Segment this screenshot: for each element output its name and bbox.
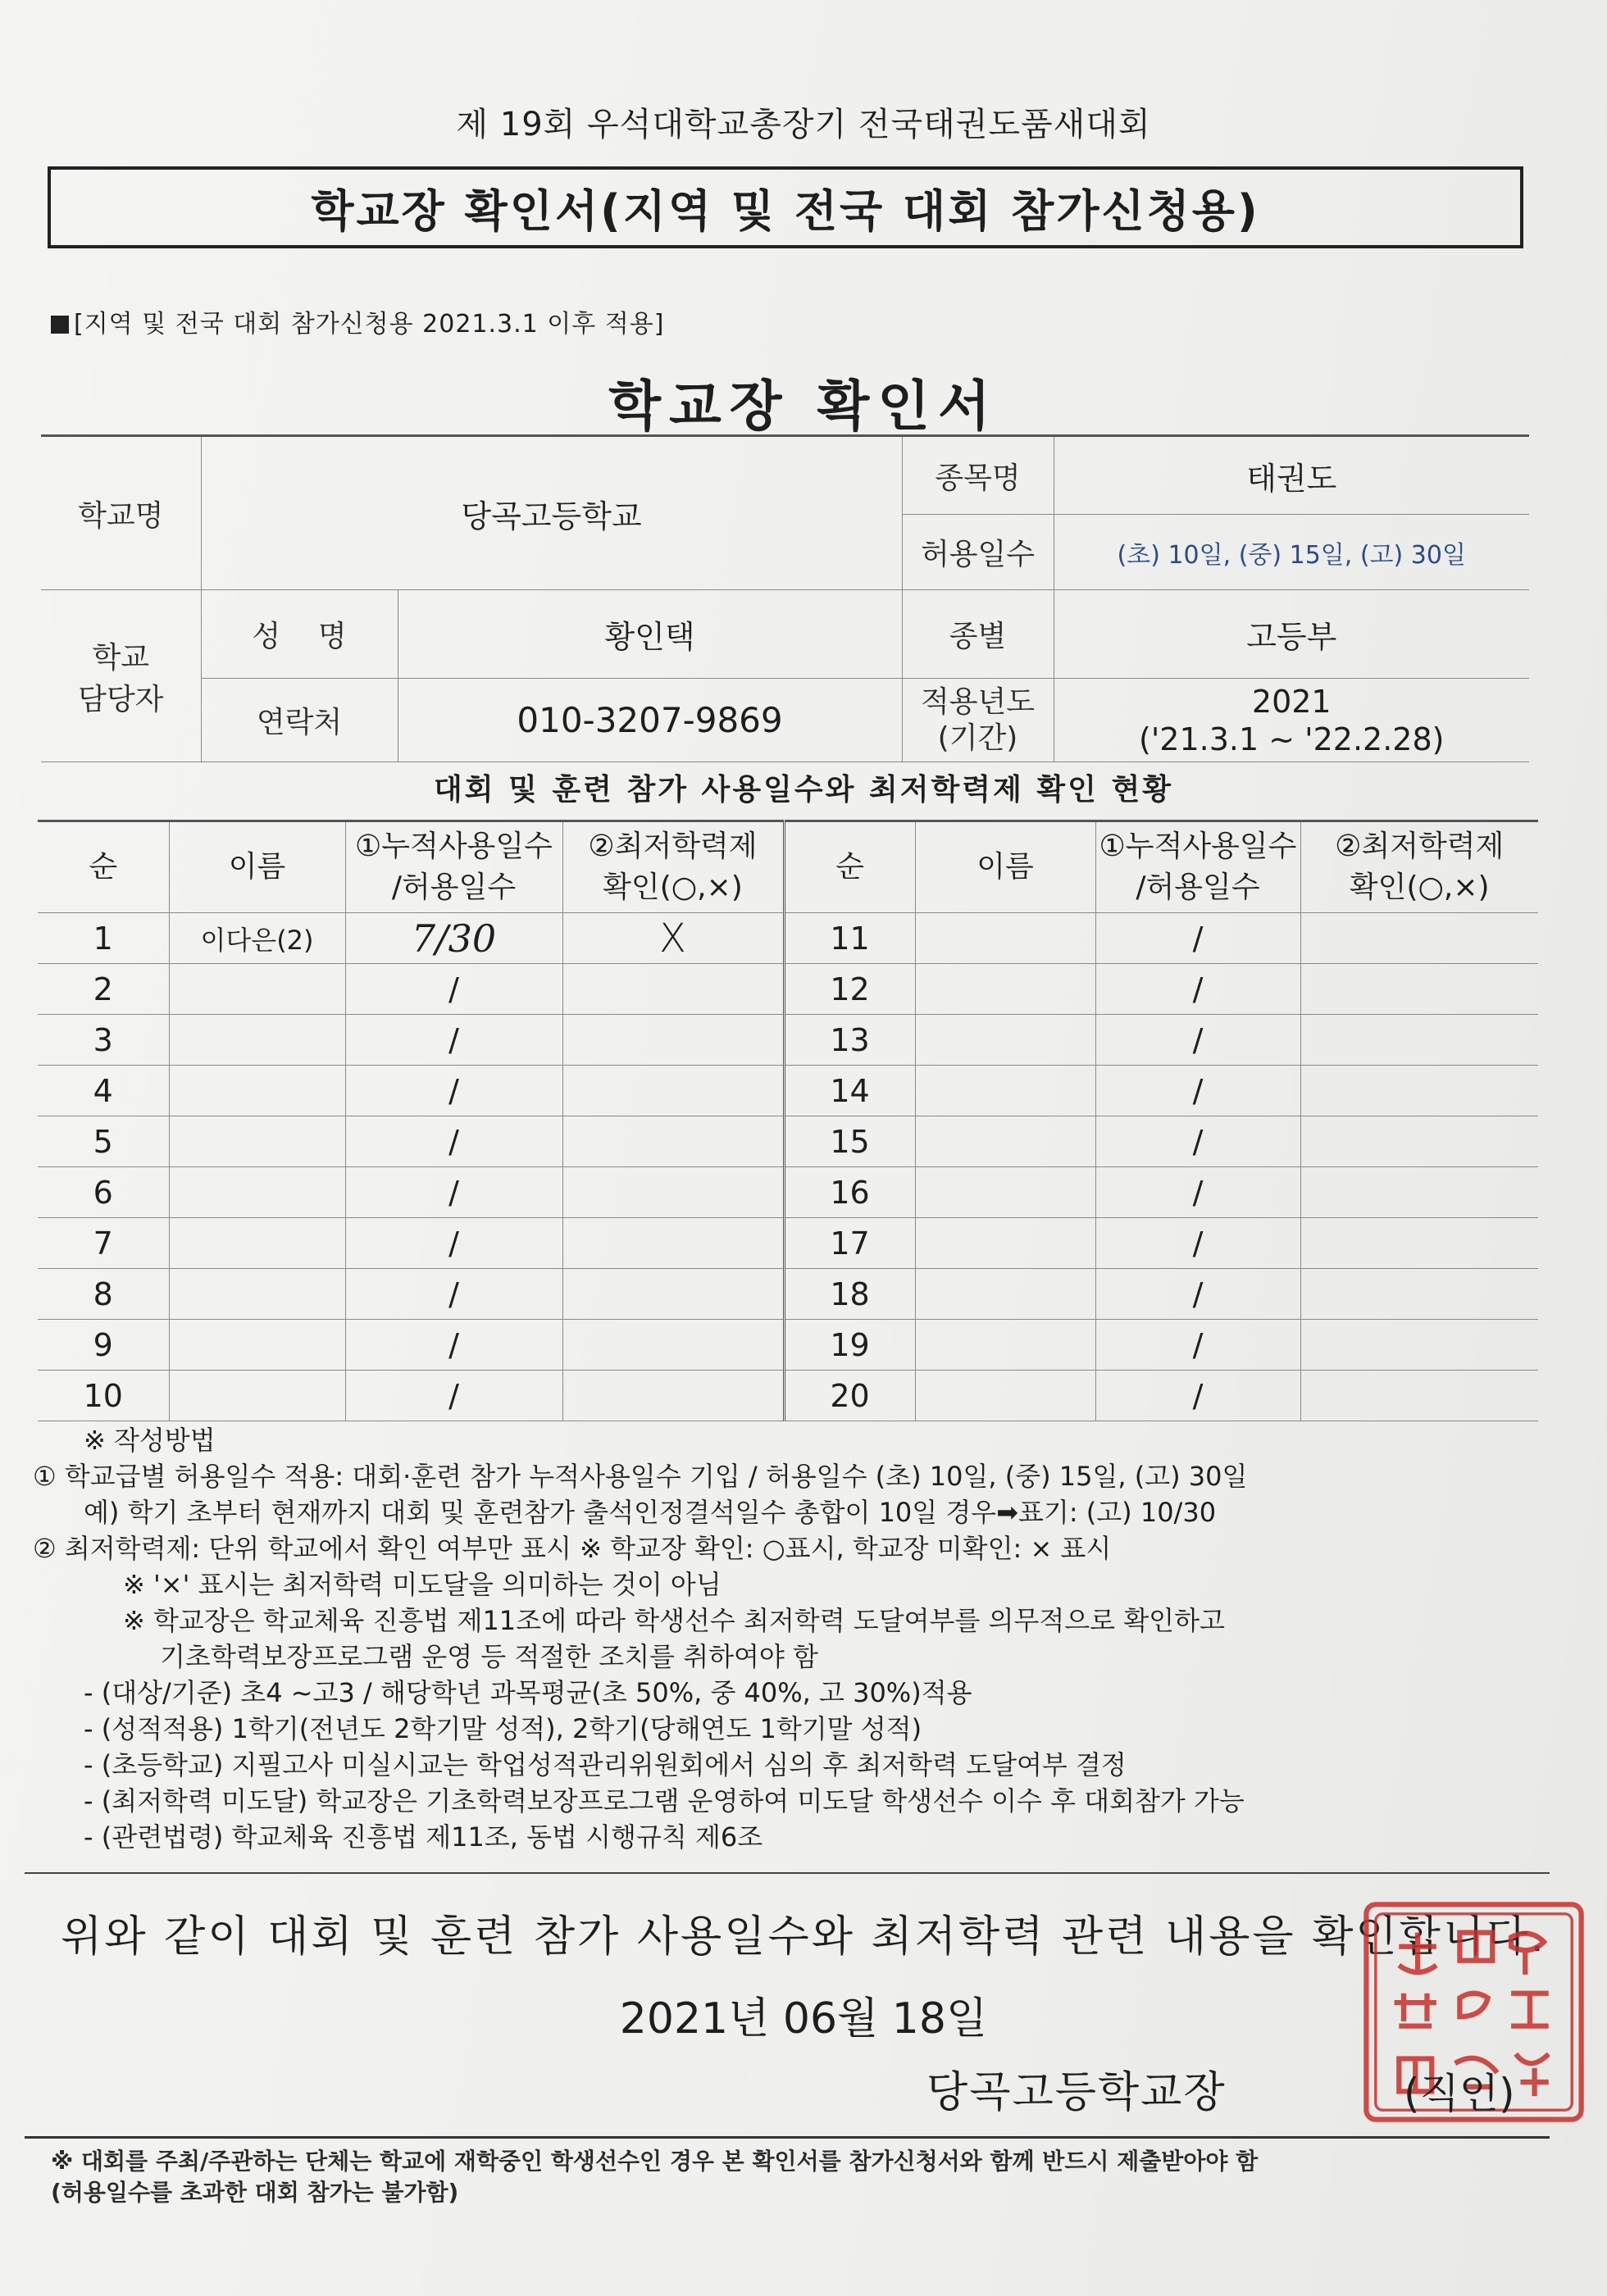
square-bullet-icon	[51, 316, 69, 334]
row-number: 5	[38, 1116, 169, 1167]
row-check	[562, 1269, 784, 1320]
instruction-line: 예) 학기 초부터 현재까지 대회 및 훈련참가 출석인정결석일수 총합이 10일 경우➡표기: (고) 10/30	[84, 1497, 1217, 1528]
row-check	[562, 1116, 784, 1167]
row-check	[1300, 1015, 1538, 1066]
principal-name: 당곡고등학교장	[926, 2068, 1227, 2117]
document-title: 학교장 확인서	[608, 375, 999, 438]
table-row	[38, 1167, 1538, 1218]
row-days: /	[345, 1269, 562, 1320]
row-name	[169, 1167, 345, 1218]
division-label: 종별	[902, 590, 1054, 679]
row-number: 6	[38, 1167, 169, 1218]
period-label-line1: 적용년도	[920, 684, 1036, 719]
footer-divider	[25, 2136, 1550, 2139]
row-name	[915, 1218, 1095, 1269]
row-check	[1300, 1320, 1538, 1371]
col-no-left: 순	[38, 821, 169, 913]
row-name	[915, 1167, 1095, 1218]
seal-label: (직인)	[1404, 2070, 1515, 2117]
row-number: 16	[784, 1167, 915, 1218]
row-days: /	[345, 1167, 562, 1218]
row-number: 7	[38, 1218, 169, 1269]
footnote-line: (허용일수를 초과한 대회 참가는 불가함)	[51, 2179, 459, 2206]
table-row	[38, 1218, 1538, 1269]
row-days: /	[345, 964, 562, 1015]
row-number: 4	[38, 1066, 169, 1116]
row-number: 17	[784, 1218, 915, 1269]
event-value: 태권도	[1054, 436, 1529, 515]
row-days: 7/30	[345, 913, 562, 964]
col-days-left-line2: /허용일수	[391, 871, 517, 904]
row-days: /	[345, 1066, 562, 1116]
row-name	[915, 1320, 1095, 1371]
manager-label-line2: 담당자	[78, 682, 164, 716]
row-check	[1300, 1116, 1538, 1167]
row-check	[1300, 1167, 1538, 1218]
row-name	[915, 1015, 1095, 1066]
confirmation-statement: 위와 같이 대회 및 훈련 참가 사용일수와 최저학력 관련 내용을 확인합니다.	[61, 1912, 1546, 1962]
row-check	[1300, 964, 1538, 1015]
row-days: /	[345, 1116, 562, 1167]
footnote	[51, 2146, 1543, 2208]
table-row	[38, 964, 1538, 1015]
row-days: /	[1095, 1218, 1300, 1269]
row-number: 1	[38, 913, 169, 964]
row-number: 8	[38, 1269, 169, 1320]
divider	[25, 1872, 1550, 1874]
row-number: 10	[38, 1371, 169, 1421]
contact-label: 연락처	[201, 679, 398, 762]
row-number: 9	[38, 1320, 169, 1371]
row-check	[562, 1218, 784, 1269]
event-label: 종목명	[902, 436, 1054, 515]
row-name	[915, 1066, 1095, 1116]
table-row	[38, 1116, 1538, 1167]
contest-name: 제 19회 우석대학교총장기 전국태권도품새대회	[456, 106, 1151, 143]
row-name	[169, 1015, 345, 1066]
row-name	[169, 1320, 345, 1371]
applicability-notice	[51, 303, 664, 339]
instruction-line: ※ '×' 표시는 최저학력 미도달을 의미하는 것이 아님	[123, 1569, 722, 1600]
row-check	[562, 1320, 784, 1371]
instruction-line: - (대상/기준) 초4 ~고3 / 해당학년 과목평균(초 50%, 중 40%, 고 30%)적용	[84, 1677, 972, 1708]
row-number: 15	[784, 1116, 915, 1167]
row-name	[915, 1269, 1095, 1320]
col-min-right-line1: ②최저학력제	[1335, 830, 1505, 863]
row-check	[562, 1015, 784, 1066]
table-row	[38, 1066, 1538, 1116]
division-value: 고등부	[1054, 590, 1529, 679]
row-name	[915, 913, 1095, 964]
row-days: /	[345, 1218, 562, 1269]
row-number: 19	[784, 1320, 915, 1371]
table-row	[38, 1015, 1538, 1066]
table-row	[38, 1269, 1538, 1320]
col-days-right-line1: ①누적사용일수	[1099, 830, 1297, 863]
row-name: 이다은(2)	[169, 913, 345, 964]
contact-value: 010-3207-9869	[398, 679, 902, 762]
form-title: 학교장 확인서(지역 및 전국 대회 참가신청용)	[311, 184, 1260, 237]
row-check	[1300, 1269, 1538, 1320]
row-days: /	[1095, 1116, 1300, 1167]
row-name	[169, 1371, 345, 1421]
row-name	[169, 1066, 345, 1116]
row-check	[562, 1371, 784, 1421]
table-row	[38, 1320, 1538, 1371]
row-number: 13	[784, 1015, 915, 1066]
instruction-line: - (성적적용) 1학기(전년도 2학기말 성적), 2학기(당해연도 1학기말 성적)	[84, 1713, 922, 1744]
instruction-line: ② 최저학력제: 단위 학교에서 확인 여부만 표시 ※ 학교장 확인: ○표시, 학교장 미확인: × 표시	[33, 1533, 1112, 1564]
row-number: 11	[784, 913, 915, 964]
row-days: /	[345, 1371, 562, 1421]
allowed-days-value: (초) 10일, (중) 15일, (고) 30일	[1054, 515, 1529, 590]
instruction-line: ① 학교급별 허용일수 적용: 대회·훈련 참가 누적사용일수 기입 / 허용일수 (초) 10일, (중) 15일, (고) 30일	[33, 1461, 1248, 1492]
row-number: 2	[38, 964, 169, 1015]
instruction-line: - (초등학교) 지필고사 미실시교는 학업성적관리위원회에서 심의 후 최저학력 도달여부 결정	[84, 1749, 1127, 1780]
row-days: /	[1095, 1167, 1300, 1218]
notice-text: [지역 및 전국 대회 참가신청용 2021.3.1 이후 적용]	[74, 310, 665, 339]
col-name-left: 이름	[169, 821, 345, 913]
row-name	[169, 964, 345, 1015]
period-label	[902, 679, 1054, 762]
row-check	[1300, 1218, 1538, 1269]
manager-label-line1: 학교	[92, 640, 150, 675]
period-value	[1054, 679, 1529, 762]
row-number: 14	[784, 1066, 915, 1116]
row-number: 20	[784, 1371, 915, 1421]
period-label-line2: (기간)	[937, 721, 1018, 755]
row-check	[1300, 1371, 1538, 1421]
col-days-left	[345, 821, 562, 913]
col-min-left-line1: ②최저학력제	[588, 830, 758, 863]
row-number: 3	[38, 1015, 169, 1066]
row-name	[169, 1116, 345, 1167]
manager-label	[41, 590, 201, 762]
row-name	[169, 1218, 345, 1269]
school-info-table	[41, 434, 1529, 762]
col-no-right: 순	[784, 821, 915, 913]
row-days: /	[1095, 964, 1300, 1015]
row-days: /	[1095, 913, 1300, 964]
instructions-heading: ※ 작성방법	[84, 1425, 216, 1456]
confirmation-date: 2021년 06월 18일	[619, 1994, 988, 2044]
row-check	[562, 1167, 784, 1218]
row-name	[169, 1269, 345, 1320]
row-number: 12	[784, 964, 915, 1015]
table-row	[38, 913, 1538, 964]
allowed-days-label: 허용일수	[902, 515, 1054, 590]
row-check	[1300, 913, 1538, 964]
row-name	[915, 1371, 1095, 1421]
form-title-box	[48, 166, 1523, 248]
row-days: /	[1095, 1015, 1300, 1066]
row-days: /	[1095, 1066, 1300, 1116]
row-days: /	[1095, 1371, 1300, 1421]
col-min-right	[1300, 821, 1538, 913]
section-title: 대회 및 훈련 참가 사용일수와 최저학력제 확인 현황	[433, 773, 1174, 807]
col-days-right-line2: /허용일수	[1136, 871, 1260, 904]
instructions	[33, 1422, 1541, 1855]
row-name	[915, 964, 1095, 1015]
col-name-right: 이름	[915, 821, 1095, 913]
school-name-label: 학교명	[41, 436, 201, 590]
col-days-right	[1095, 821, 1300, 913]
footnote-line: ※ 대회를 주최/주관하는 단체는 학교에 재학중인 학생선수인 경우 본 확인서를 참가신청서와 함께 반드시 제출받아야 함	[51, 2148, 1259, 2175]
col-min-left-line2: 확인(○,×)	[603, 871, 743, 904]
row-check: X	[562, 913, 784, 964]
participation-table	[38, 820, 1538, 1421]
row-check	[562, 964, 784, 1015]
row-days: /	[345, 1320, 562, 1371]
instruction-line: - (최저학력 미도달) 학교장은 기초학력보장프로그램 운영하여 미도달 학생선수 이수 후 대회참가 가능	[84, 1785, 1245, 1816]
period-year: 2021	[1251, 683, 1332, 720]
school-name-value: 당곡고등학교	[201, 436, 902, 590]
row-name	[915, 1116, 1095, 1167]
table-row	[38, 1371, 1538, 1421]
col-min-left	[562, 821, 784, 913]
col-days-left-line1: ①누적사용일수	[355, 830, 553, 863]
row-days: /	[1095, 1320, 1300, 1371]
row-check	[562, 1066, 784, 1116]
row-days: /	[1095, 1269, 1300, 1320]
manager-name-value: 황인택	[398, 590, 902, 679]
row-days: /	[345, 1015, 562, 1066]
manager-name-label: 성 명	[201, 590, 398, 679]
row-number: 18	[784, 1269, 915, 1320]
instruction-line: ※ 학교장은 학교체육 진흥법 제11조에 따라 학생선수 최저학력 도달여부를 의무적으로 확인하고	[123, 1605, 1225, 1636]
instruction-line: 기초학력보장프로그램 운영 등 적절한 조치를 취하여야 함	[160, 1641, 818, 1672]
period-range: ('21.3.1 ~ '22.2.28)	[1139, 721, 1445, 757]
col-min-right-line2: 확인(○,×)	[1349, 871, 1490, 904]
row-check	[1300, 1066, 1538, 1116]
instruction-line: - (관련법령) 학교체육 진흥법 제11조, 동법 시행규칙 제6조	[84, 1821, 763, 1853]
